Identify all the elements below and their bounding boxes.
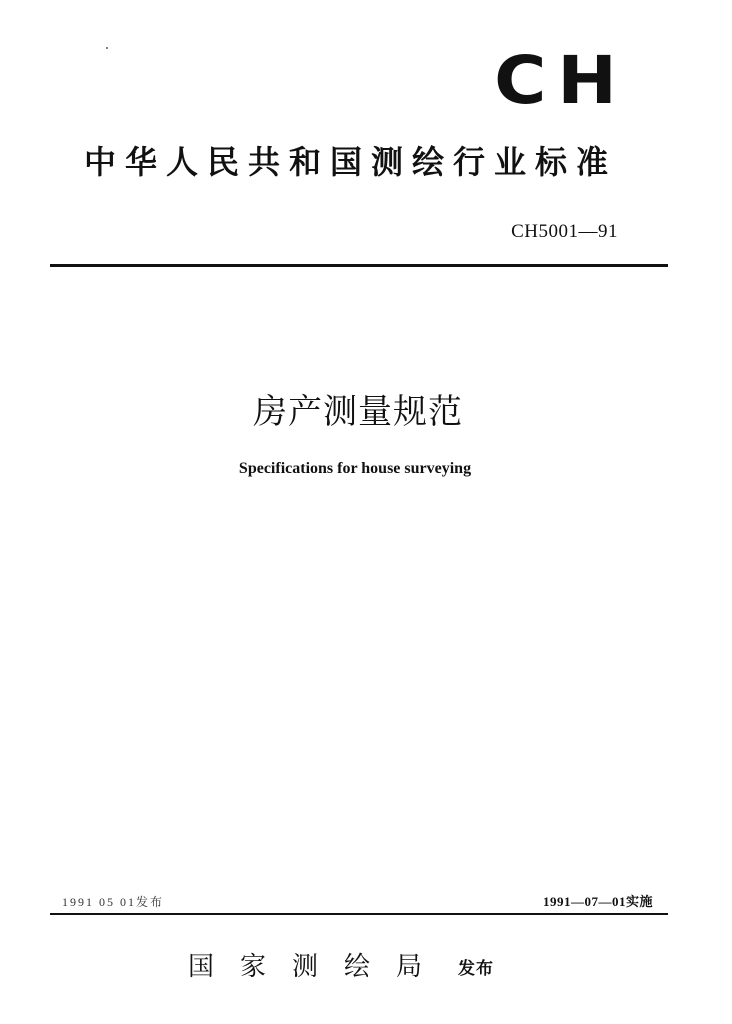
- top-divider: [50, 264, 668, 267]
- effective-date: 1991—07—01实施: [542, 894, 653, 909]
- publish-label: 发布: [458, 959, 494, 979]
- issue-date: 1991 05 01发布: [62, 895, 165, 909]
- organization-title: 中华人民共和国测绘行业标准: [84, 143, 618, 181]
- standard-number: CH5001—91: [511, 221, 618, 242]
- publisher-name: 国家测绘局: [188, 952, 449, 982]
- document-title-chinese: 房产测量规范: [253, 392, 463, 432]
- standard-code: CH: [494, 42, 628, 119]
- scan-dot: [106, 47, 108, 49]
- bottom-divider: [50, 913, 668, 915]
- document-title-english: Specifications for house surveying: [238, 460, 472, 477]
